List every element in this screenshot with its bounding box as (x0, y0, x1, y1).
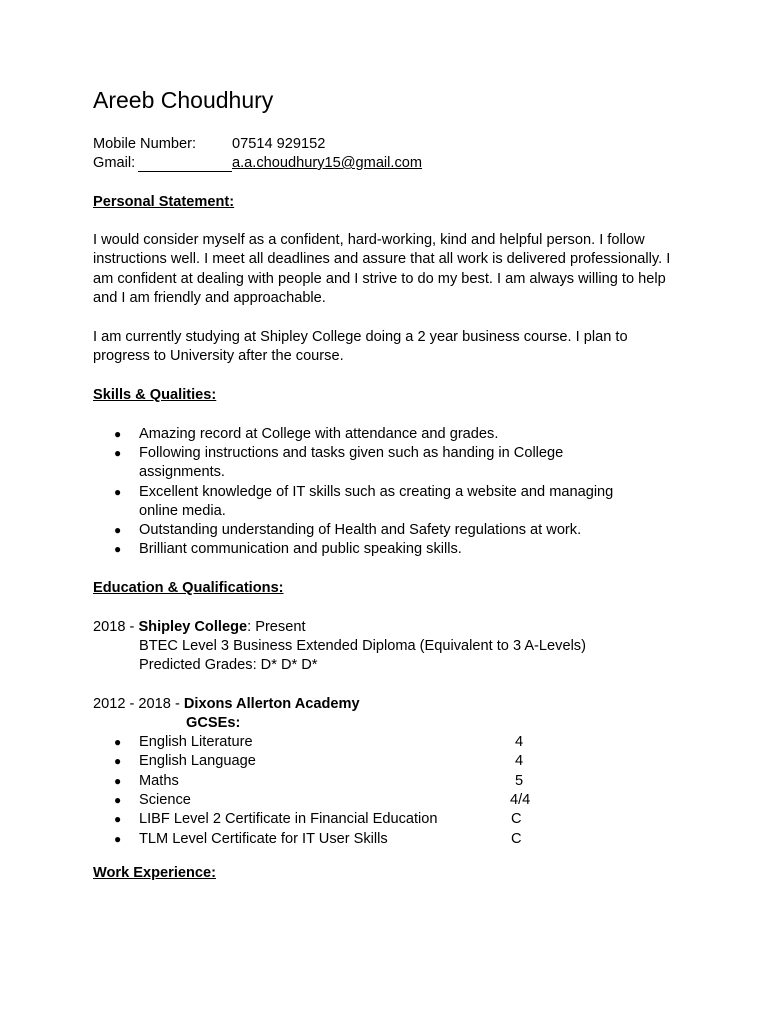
list-item: Amazing record at College with attendance and grades. (139, 426, 499, 442)
list-item: Outstanding understanding of Health and Safety regulations at work. (139, 522, 582, 538)
gcse-grade: C (511, 811, 522, 827)
list-item: Excellent knowledge of IT skills such as creating a website and managing online media. (139, 484, 614, 520)
college-status: : Present (247, 619, 306, 635)
education-heading: Education & Qualifications: (93, 580, 284, 596)
candidate-name: Areeb Choudhury (93, 87, 274, 113)
gcse-subject: English Language (139, 753, 256, 769)
work-experience-heading: Work Experience: (93, 865, 217, 881)
mobile-label: Mobile Number: (93, 136, 197, 152)
gcse-subject: LIBF Level 2 Certificate in Financial Education (139, 811, 438, 827)
list-item: Brilliant communication and public speaking skills. (139, 541, 462, 557)
college-name: Shipley College (138, 619, 248, 635)
gcse-subject: English Literature (139, 734, 253, 750)
gmail-value[interactable]: a.a.choudhury15@gmail.com (232, 155, 423, 171)
personal-statement-paragraph-1: I would consider myself as a confident, hard-working, kind and helpful person. I follow instructions well. I meet all deadlines and assure that all work is delivered professionally. I am confident at dealing with people and I strive to do my best. I am always willing to help and I am friendly and approachable. (93, 232, 671, 307)
bullet-icon: ● (114, 793, 122, 807)
bullet-icon: ● (114, 542, 122, 556)
skills-heading: Skills & Qualities: (93, 387, 217, 403)
gcse-grade: 4 (515, 734, 524, 750)
bullet-icon: ● (114, 754, 122, 768)
gcse-grade: 4/4 (510, 792, 531, 808)
college-years: 2018 - (93, 619, 139, 635)
bullet-icon: ● (114, 427, 122, 441)
college-course: BTEC Level 3 Business Extended Diploma (Equivalent to 3 A-Levels) (139, 638, 586, 654)
gcse-subject: TLM Level Certificate for IT User Skills (139, 831, 388, 847)
personal-statement-heading: Personal Statement: (93, 194, 235, 210)
bullet-icon: ● (114, 523, 122, 537)
school-name: Dixons Allerton Academy (183, 696, 360, 712)
bullet-icon: ● (114, 485, 122, 499)
gmail-label: Gmail: (93, 155, 136, 171)
personal-statement-paragraph-2: I am currently studying at Shipley College doing a 2 year business course. I plan to progress to University after the course. (93, 329, 628, 365)
college-predicted-grades: Predicted Grades: D* D* D* (139, 657, 318, 673)
gcse-subject: Science (139, 792, 191, 808)
gcse-subject: Maths (139, 773, 179, 789)
gcses-label: GCSEs: (186, 715, 241, 731)
college-line (93, 618, 306, 637)
school-years: 2012 - 2018 - (93, 696, 184, 712)
list-item: Following instructions and tasks given such as handing in College assignments. (139, 445, 564, 481)
bullet-icon: ● (114, 735, 122, 749)
gcse-grade: 5 (515, 773, 524, 789)
bullet-icon: ● (114, 774, 122, 788)
school-line (93, 695, 360, 714)
bullet-icon: ● (114, 446, 122, 460)
bullet-icon: ● (114, 812, 122, 826)
gcse-grade: C (511, 831, 522, 847)
bullet-icon: ● (114, 832, 122, 846)
gmail-underline (138, 171, 232, 172)
gcse-grade: 4 (515, 753, 524, 769)
mobile-value: 07514 929152 (232, 136, 326, 152)
